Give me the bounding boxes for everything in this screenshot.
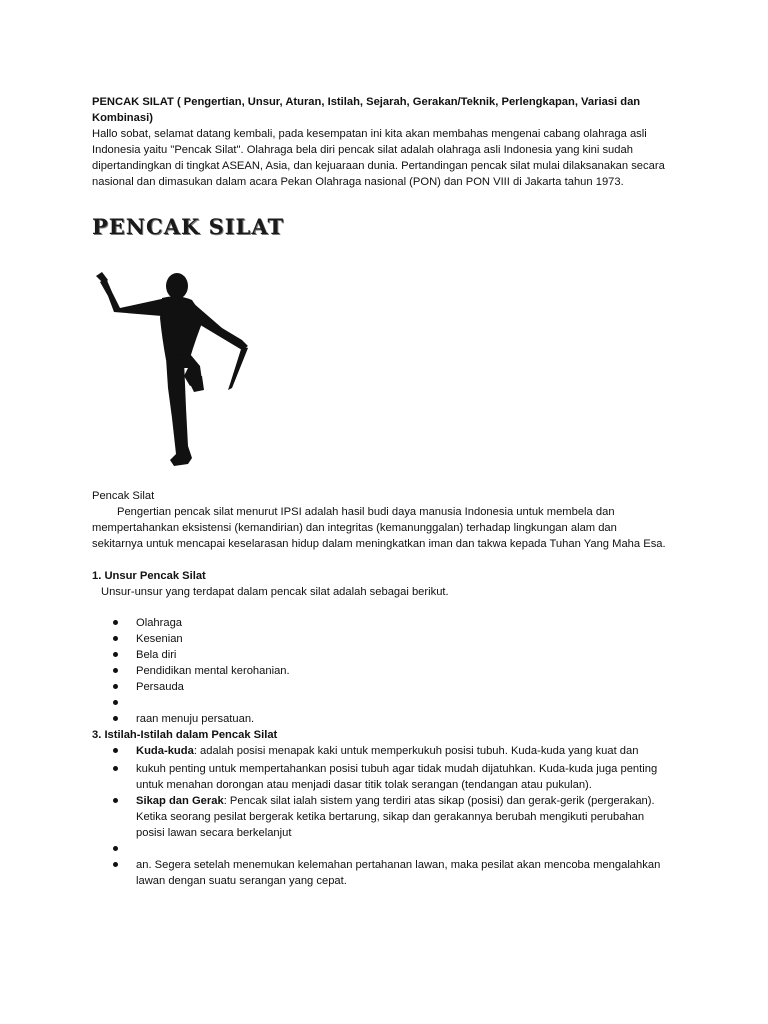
pencak-silat-banner: PENCAK SILAT xyxy=(92,214,285,239)
list-item-text: raan menuju persatuan. xyxy=(136,713,255,725)
bullet xyxy=(113,748,118,753)
term-description: an. Segera setelah menemukan kelemahan pertahanan lawan, maka pesilat akan mencoba mengalahkan xyxy=(136,859,661,871)
bullet xyxy=(113,700,118,705)
definition-line: mempertahankan eksistensi (kemandirian) dan integritas (kemanunggalan) terhadap lingkungan alam dan xyxy=(92,522,617,534)
term-description: : Pencak silat ialah sistem yang terdiri atas sikap (posisi) dan gerak-gerik (pergerakan). xyxy=(223,795,655,807)
term-description: lawan dengan suatu serangan yang cepat. xyxy=(136,875,347,887)
term-line xyxy=(136,793,655,809)
document-title-cont: Kombinasi) xyxy=(92,112,153,124)
bullet xyxy=(113,684,118,689)
bullet xyxy=(113,716,118,721)
term-description: posisi lawan secara berkelanjut xyxy=(136,827,292,839)
intro-line: nasional dan dimasukan dalam acara Pekan Olahraga nasional (PON) dan PON VIII di Jakarta tahun 1973. xyxy=(92,176,624,188)
list-item-text: Bela diri xyxy=(136,649,177,661)
term-description: kukuh penting untuk mempertahankan posisi tubuh agar tidak mudah dijatuhkan. Kuda-kuda juga penting xyxy=(136,763,658,775)
list-item-text: Persauda xyxy=(136,681,184,693)
term-description: : adalah posisi menapak kaki untuk memperkukuh posisi tubuh. Kuda-kuda yang kuat dan xyxy=(193,745,639,757)
term: Sikap dan Gerak xyxy=(136,795,224,807)
section-heading-istilah: 3. Istilah-Istilah dalam Pencak Silat xyxy=(92,729,278,741)
bullet xyxy=(113,636,118,641)
bullet xyxy=(113,846,118,851)
bullet xyxy=(113,620,118,625)
definition-line: Pengertian pencak silat menurut IPSI adalah hasil budi daya manusia Indonesia untuk membela dan xyxy=(117,506,615,518)
term: Kuda-kuda xyxy=(136,745,194,757)
bullet xyxy=(113,652,118,657)
term-description: untuk menahan dorongan atau menjadi dasar titik tolak serangan (tendangan atau pukulan). xyxy=(136,779,592,791)
intro-line: Hallo sobat, selamat datang kembali, pada kesempatan ini kita akan membahas mengenai cabang olahraga asli xyxy=(92,128,647,140)
intro-line: dipertandingkan di tingkat ASEAN, Asia, dan kejuaraan dunia. Pertandingan pencak silat mulai dilaksanakan secara xyxy=(92,160,665,172)
bullet xyxy=(113,766,118,771)
bullet xyxy=(113,862,118,867)
unsur-intro: Unsur-unsur yang terdapat dalam pencak silat adalah sebagai berikut. xyxy=(101,586,449,598)
term-description: Ketika seorang pesilat bergerak ketika bertarung, sikap dan gerakannya berubah mengikuti perubahan xyxy=(136,811,645,823)
definition-heading: Pencak Silat xyxy=(92,490,155,502)
definition-line: sekitarnya untuk mencapai keselarasan hidup dalam meningkatkan iman dan takwa kepada Tuhan Yang Maha Esa. xyxy=(92,538,666,550)
term-line xyxy=(136,743,638,759)
bullet xyxy=(113,798,118,803)
list-item-text: Kesenian xyxy=(136,633,183,645)
list-item-text: Pendidikan mental kerohanian. xyxy=(136,665,290,677)
silat-fighter-silhouette-image xyxy=(92,268,262,473)
intro-line: Indonesia yaitu "Pencak Silat". Olahraga bela diri pencak silat adalah olahraga asli Indonesia yang kini sudah xyxy=(92,144,633,156)
section-heading-unsur: 1. Unsur Pencak Silat xyxy=(92,570,206,582)
list-item-text: Olahraga xyxy=(136,617,183,629)
bullet xyxy=(113,668,118,673)
document-title: PENCAK SILAT ( Pengertian, Unsur, Aturan, Istilah, Sejarah, Gerakan/Teknik, Perlengkapan, Variasi dan xyxy=(92,96,641,108)
